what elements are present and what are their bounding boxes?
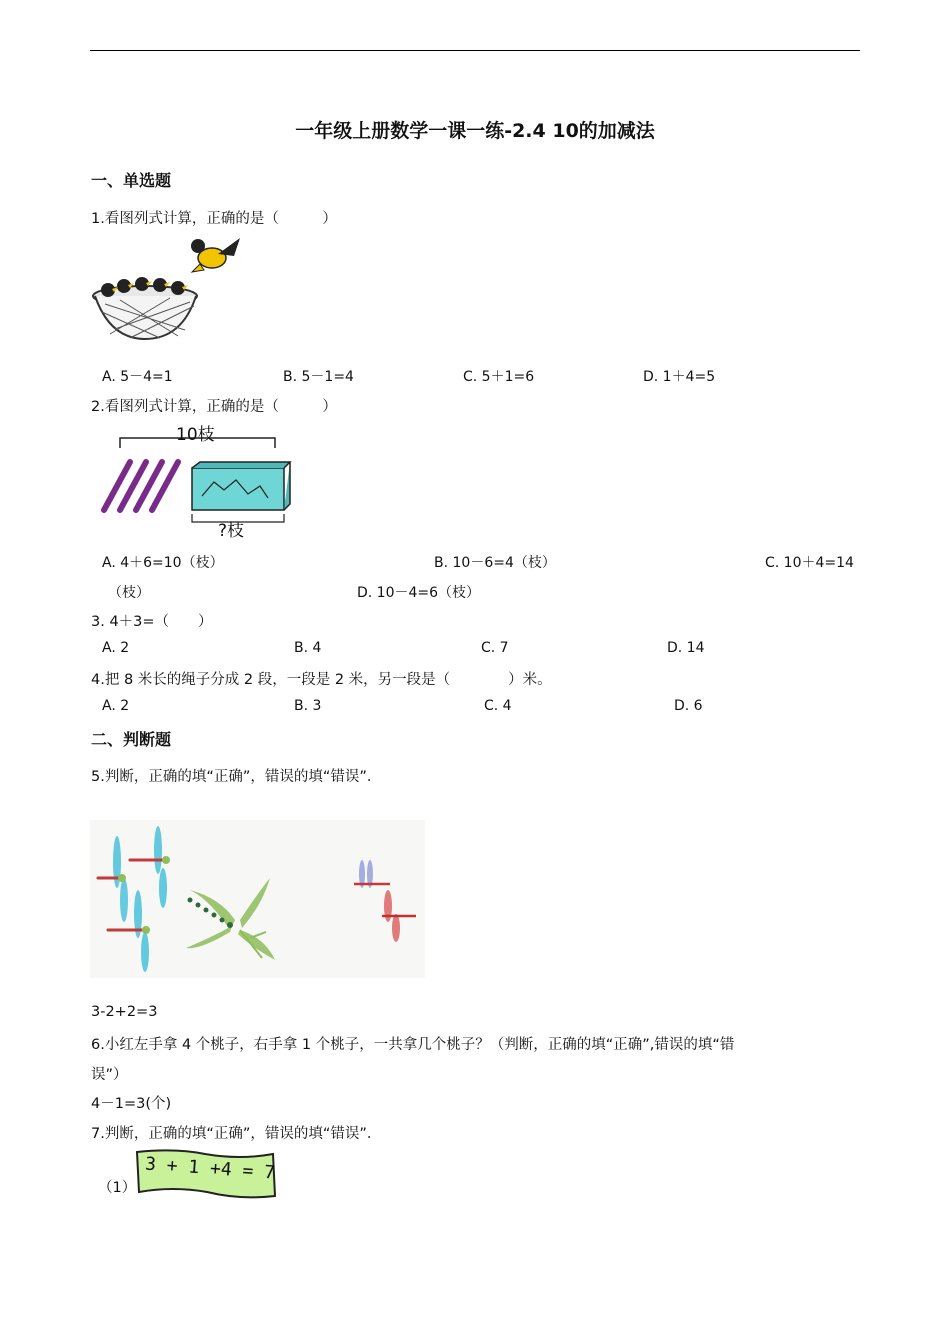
q2-option-a[interactable]: A. 4＋6=10（枝） — [102, 555, 224, 571]
question-6-equation: 4－1=3(个) — [91, 1096, 172, 1112]
q2-option-c[interactable]: C. 10＋4=14 — [765, 555, 854, 571]
q1-option-c[interactable]: C. 5＋1=6 — [463, 369, 535, 385]
q2-option-d[interactable]: D. 10－4=6（枝） — [357, 585, 481, 601]
question-2-text: 2.看图列式计算，正确的是（ ） — [91, 399, 337, 415]
q3-option-b[interactable]: B. 4 — [294, 640, 322, 656]
question-3-text: 3. 4＋3=（ ） — [91, 614, 213, 630]
section-heading-judgement: 二、判断题 — [91, 730, 172, 749]
pencils-total-label: 10枝 — [176, 425, 215, 445]
q1-option-a[interactable]: A. 5－4=1 — [102, 369, 173, 385]
q1-option-b[interactable]: B. 5－1=4 — [283, 369, 354, 385]
q3-option-a[interactable]: A. 2 — [102, 640, 130, 656]
equation-banner-image — [135, 1148, 277, 1200]
pencils-unknown-label: ?枝 — [218, 521, 245, 541]
question-4-text: 4.把 8 米长的绳子分成 2 段，一段是 2 米，另一段是（ ）米。 — [91, 672, 552, 688]
header-rule — [90, 50, 860, 51]
question-6-text-line1: 6.小红左手拿 4 个桃子，右手拿 1 个桃子，一共拿几个桃子？（判断，正确的填“正确”,错误的填“错 — [91, 1037, 735, 1053]
question-5-text: 5.判断，正确的填“正确”，错误的填“错误”． — [91, 769, 382, 785]
question-7-sub-label: （1） — [98, 1180, 137, 1196]
banner-equation-text: 3 + 1 +4 = 7 — [144, 1153, 276, 1184]
pencils-box-image — [90, 418, 298, 542]
question-5-equation: 3-2+2=3 — [91, 1004, 158, 1020]
q4-option-a[interactable]: A. 2 — [102, 698, 130, 714]
q4-option-d[interactable]: D. 6 — [674, 698, 703, 714]
page-title: 一年级上册数学一课一练-2.4 10的加减法 — [295, 120, 655, 142]
q2-option-c-unit: （枝） — [108, 585, 150, 601]
question-6-text-line2: 误”） — [91, 1067, 128, 1083]
question-1-text: 1.看图列式计算，正确的是（ ） — [91, 211, 337, 227]
q2-option-b[interactable]: B. 10－6=4（枝） — [434, 555, 556, 571]
q1-option-d[interactable]: D. 1＋4=5 — [643, 369, 716, 385]
dragonflies-image — [90, 820, 425, 978]
section-heading-single-choice: 一、单选题 — [91, 171, 172, 190]
q4-option-c[interactable]: C. 4 — [484, 698, 512, 714]
basket-birds-image — [90, 234, 250, 344]
q3-option-d[interactable]: D. 14 — [667, 640, 705, 656]
q3-option-c[interactable]: C. 7 — [481, 640, 509, 656]
question-7-text: 7.判断，正确的填“正确”，错误的填“错误”． — [91, 1126, 382, 1142]
q4-option-b[interactable]: B. 3 — [294, 698, 322, 714]
